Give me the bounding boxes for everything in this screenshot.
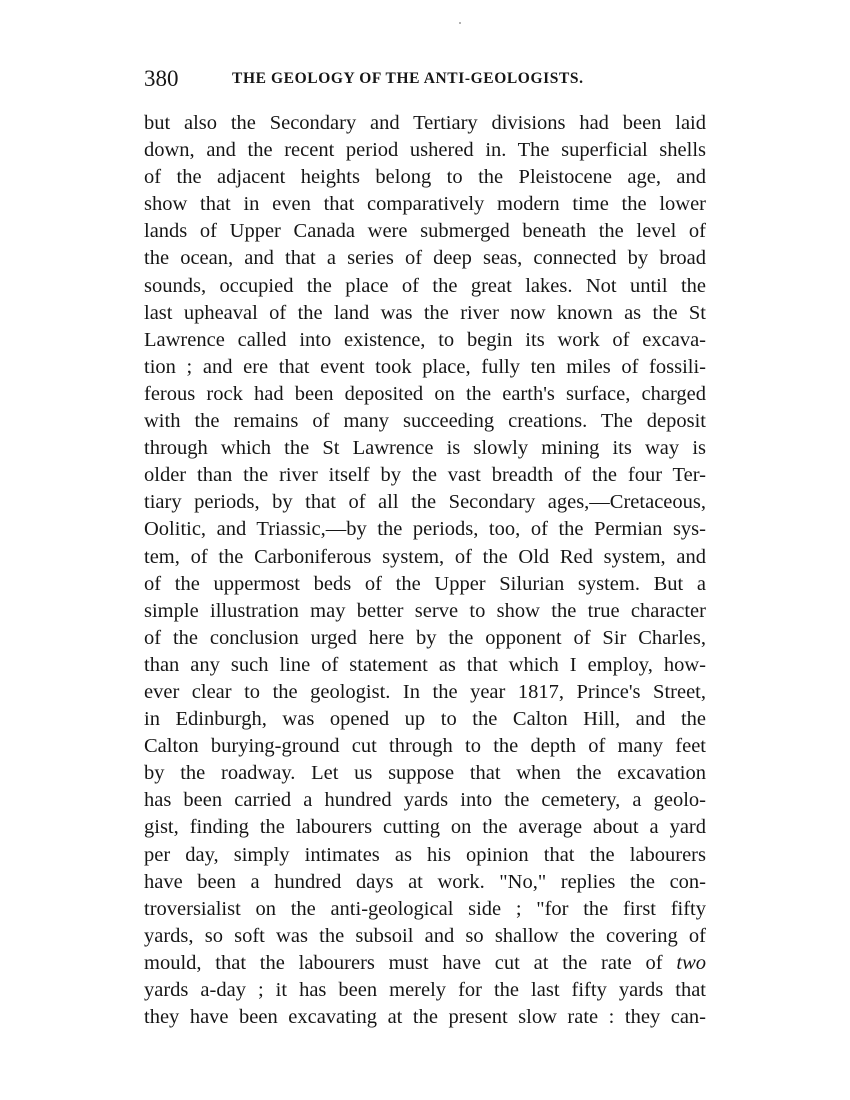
text-line: tion ; and ere that event took place, fully ten miles of fossili- <box>144 355 706 378</box>
emphasis: two <box>676 951 706 974</box>
text-line: yards, so soft was the subsoil and so shallow the covering of <box>144 924 706 947</box>
text-line: tem, of the Carboniferous system, of the Old Red system, and <box>144 545 706 568</box>
page-header <box>144 64 704 94</box>
text-line: ever clear to the geologist. In the year 1817, Prince's Street, <box>144 680 706 703</box>
text-line: troversialist on the anti-geological side ; "for the first fifty <box>144 897 706 920</box>
text-line: have been a hundred days at work. "No," replies the con- <box>144 870 706 893</box>
text-line: by the roadway. Let us suppose that when the excavation <box>144 762 706 785</box>
text-line: Lawrence called into existence, to begin its work of excava- <box>144 328 706 351</box>
text-line: through which the St Lawrence is slowly mining its way is <box>144 437 706 460</box>
text-line: ferous rock had been deposited on the earth's surface, charged <box>144 382 706 405</box>
text-line: they have been excavating at the present slow rate : they can- <box>144 1006 706 1029</box>
text-line: yards a-day ; it has been merely for the last fifty yards that <box>144 979 706 1001</box>
text-line: per day, simply intimates as his opinion that the labourers <box>144 843 706 866</box>
body-text <box>144 110 706 1031</box>
text-line: gist, finding the labourers cutting on the average about a yard <box>144 816 706 839</box>
text-line: simple illustration may better serve to show the true character <box>144 599 706 622</box>
text-line: with the remains of many succeeding creations. The deposit <box>144 410 706 433</box>
text-line: in Edinburgh, was opened up to the Calton Hill, and the <box>144 708 706 731</box>
text-line: older than the river itself by the vast breadth of the four Ter- <box>144 464 706 487</box>
text-line: of the adjacent heights belong to the Pleistocene age, and <box>144 166 706 189</box>
text-line: down, and the recent period ushered in. The superficial shells <box>144 139 706 162</box>
text-line: Calton burying-ground cut through to the depth of many feet <box>144 735 706 758</box>
text-line: but also the Secondary and Tertiary divisions had been laid <box>144 112 706 134</box>
text-line: lands of Upper Canada were submerged beneath the level of <box>144 220 706 243</box>
text-line: tiary periods, by that of all the Secondary ages,—Cretaceous, <box>144 491 706 514</box>
text-line: than any such line of statement as that which I employ, how- <box>144 653 706 676</box>
text-line: the ocean, and that a series of deep seas, connected by broad <box>144 247 706 270</box>
text-line: has been carried a hundred yards into the cemetery, a geolo- <box>144 789 706 812</box>
text-line: of the uppermost beds of the Upper Silurian system. But a <box>144 572 706 595</box>
running-title: THE GEOLOGY OF THE ANTI-GEOLOGISTS. <box>232 70 584 87</box>
text-line: Oolitic, and Triassic,—by the periods, too, of the Permian sys- <box>144 518 706 541</box>
scan-speck <box>459 22 461 24</box>
page-number: 380 <box>144 66 179 91</box>
text-line: last upheaval of the land was the river now known as the St <box>144 301 706 324</box>
text-line: sounds, occupied the place of the great lakes. Not until the <box>144 274 706 297</box>
text-line: of the conclusion urged here by the opponent of Sir Charles, <box>144 626 706 649</box>
text-line: show that in even that comparatively modern time the lower <box>144 193 706 216</box>
text-line: mould, that the labourers must have cut at the rate of two <box>144 951 706 974</box>
